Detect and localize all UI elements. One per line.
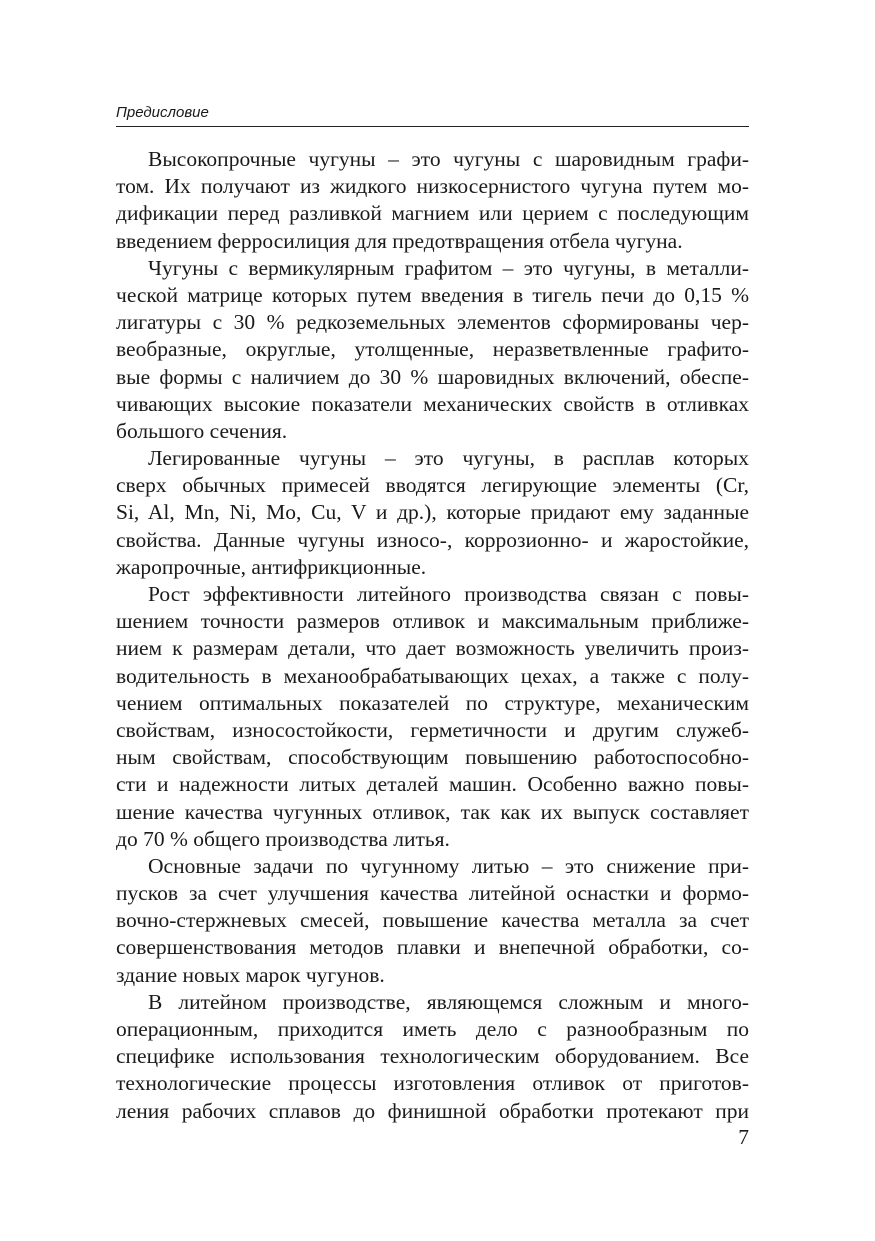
text-line: шение качества чугунных отливок, так как их выпуск составляет bbox=[116, 799, 749, 824]
text-line: нием к размерам детали, что дает возможность увеличить произ- bbox=[116, 636, 749, 661]
text-line: пусков за счет улучшения качества литейной оснастки и формо- bbox=[116, 881, 749, 906]
paragraph bbox=[116, 581, 749, 853]
text-line: совершенствования методов плавки и внепечной обработки, со- bbox=[116, 935, 749, 960]
text-line: большого сечения. bbox=[116, 418, 288, 443]
text-line: том. Их получают из жидкого низкосернистого чугуна путем мо- bbox=[116, 174, 749, 199]
text-line: ческой матрице которых путем введения в тигель печи до 0,15 % bbox=[116, 282, 749, 307]
text-line: чивающих высокие показатели механических свойств в отливках bbox=[116, 391, 749, 416]
text-line: здание новых марок чугунов. bbox=[116, 962, 385, 987]
text-line: веобразные, округлые, утолщенные, неразветвленные графито- bbox=[116, 337, 749, 362]
text-line: специфике использования технологическим оборудованием. Все bbox=[116, 1044, 749, 1069]
text-line: Si, Al, Mn, Ni, Mo, Cu, V и др.), которые придают ему заданные bbox=[116, 500, 749, 525]
text-line: шением точности размеров отливок и максимальным приближе- bbox=[116, 609, 749, 634]
paragraph bbox=[116, 255, 749, 445]
text-line: чением оптимальных показателей по структуре, механическим bbox=[116, 690, 749, 715]
text-line: свойства. Данные чугуны износо-, коррозионно- и жаростойкие, bbox=[116, 527, 749, 552]
text-line: жаропрочные, антифрикционные. bbox=[116, 554, 427, 579]
paragraph bbox=[116, 853, 749, 989]
text-line: Легированные чугуны – это чугуны, в расплав которых bbox=[148, 446, 749, 471]
text-line: вочно-стержневых смесей, повышение качества металла за счет bbox=[116, 908, 749, 933]
text-line: технологические процессы изготовления отливок от приготов- bbox=[116, 1071, 749, 1096]
text-line: Высокопрочные чугуны – это чугуны с шаровидным графи- bbox=[148, 147, 749, 171]
text-line: введением ферросилиция для предотвращения отбела чугуна. bbox=[116, 228, 683, 253]
text-line: водительность в механообрабатывающих цехах, а также с полу- bbox=[116, 663, 749, 688]
text-line: Рост эффективности литейного производства связан с повы- bbox=[148, 582, 749, 606]
paragraph bbox=[116, 445, 749, 581]
running-header bbox=[116, 104, 749, 127]
paragraph bbox=[116, 146, 749, 255]
text-line: В литейном производстве, являющемся сложным и много- bbox=[148, 989, 749, 1014]
text-line: дификации перед разливкой магнием или церием с последующим bbox=[116, 201, 749, 226]
text-line: свойствам, износостойкости, герметичности и другим служеб- bbox=[116, 717, 749, 742]
text-line: операционным, приходится иметь дело с разнообразным по bbox=[116, 1017, 749, 1041]
paragraph bbox=[116, 989, 749, 1125]
text-line: сверх обычных примесей вводятся легирующие элементы (Cr, bbox=[116, 473, 749, 498]
body-text bbox=[116, 146, 749, 1125]
text-line: лигатуры с 30 % редкоземельных элементов сформированы чер- bbox=[116, 310, 749, 335]
text-line: до 70 % общего производства литья. bbox=[116, 826, 450, 851]
text-line: Основные задачи по чугунному литью – это снижение при- bbox=[148, 853, 749, 878]
page-number: 7 bbox=[738, 1125, 749, 1149]
running-header-title: Предисловие bbox=[116, 104, 209, 121]
text-line: ным свойствам, способствующим повышению работоспособно- bbox=[116, 745, 749, 770]
text-line: Чугуны с вермикулярным графитом – это чугуны, в металли- bbox=[148, 255, 749, 280]
text-line: ления рабочих сплавов до финишной обработки протекают при bbox=[116, 1098, 749, 1123]
text-line: сти и надежности литых деталей машин. Особенно важно повы- bbox=[116, 772, 749, 797]
text-line: вые формы с наличием до 30 % шаровидных включений, обеспе- bbox=[116, 364, 749, 389]
